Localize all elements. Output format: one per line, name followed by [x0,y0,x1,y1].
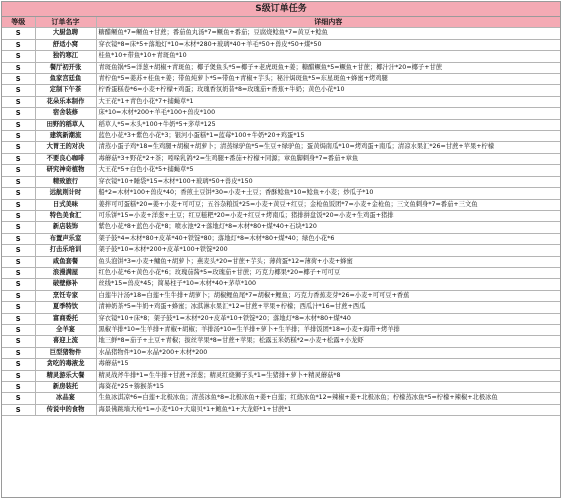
detail-cell: 生鱼冰淇凉*6=白莲+北极冰鱼；清蒸冰鱼*8=北极冰鱼+姜+白莲；红烧冰鱼*12=辣椒+姜+北极冰鱼；柠檬蒸冰鱼*5=柠檬+辣椒+北极冰鱼 [96,393,560,404]
table-row [2,279,560,290]
name-cell: 富商委托 [35,313,96,324]
header-detail: 详细内容 [96,17,560,28]
level-cell: S [2,370,35,381]
level-cell: S [2,108,35,119]
name-cell: 夏季特饮 [35,302,96,313]
level-cell: S [2,336,35,347]
table-row [2,324,560,335]
name-cell: 烹饪专家 [35,290,96,301]
name-cell: 不要良心咖啡 [35,153,96,164]
level-cell: S [2,313,35,324]
detail-cell: 大王花*1+青色小花*7+捕蝇草*1 [96,96,560,107]
level-cell: S [2,267,35,278]
name-cell: 田野的稻草人 [35,119,96,130]
detail-cell: 毒蘑菇*15 [96,359,560,370]
name-cell: 独钓寒江 [35,51,96,62]
level-cell: S [2,210,35,221]
level-cell: S [2,245,35,256]
table-row [2,62,560,73]
level-cell: S [2,119,35,130]
level-cell: S [2,359,35,370]
level-cell: S [2,256,35,267]
detail-cell: 毒蘑菇*3+野花*2+茶；吲哚乳鸽*2=生鸡腿+番茄+柠檬+同源；章鱼脚刺身*7=番茄+章鱼 [96,153,560,164]
table-row [2,131,560,142]
table-row [2,245,560,256]
detail-cell: 丝线*15=兽皮*45；简易柱子*10=木材*40+茅草*100 [96,279,560,290]
name-cell: 精致旅行 [35,176,96,187]
order-task-sheet [1,1,561,498]
table-row [2,302,560,313]
name-cell: 鱼家宫廷鱼 [35,74,96,85]
detail-cell: 红色小花*6+黄色小花*6；玫瑰茄酱*5=玫瑰茄+甘蔗；巧克力椰果*20=椰子+可可豆 [96,267,560,278]
name-cell: 精灵游乐大餐 [35,370,96,381]
detail-cell: 柠香蛋糕卷*6=小麦+柠檬+鸡蛋；玫瑰香氛奶昔*8=玫瑰茄+香蕉+牛奶；黄色小花*10 [96,85,560,96]
detail-cell: 大王花*5+白色小花*5+捕蝇草*5 [96,165,560,176]
level-cell: S [2,347,35,358]
name-cell: 破壁修补 [35,279,96,290]
name-cell: 特色美食汇 [35,210,96,221]
name-cell: 舒适小窝 [35,39,96,50]
level-cell: S [2,165,35,176]
table-row [2,267,560,278]
name-cell: 咸鱼套餐 [35,256,96,267]
table-row [2,142,560,153]
level-cell: S [2,233,35,244]
header-level: 等级 [2,17,35,28]
table-row [2,290,560,301]
table-row [2,382,560,393]
table-row [2,359,560,370]
level-cell: S [2,279,35,290]
level-cell: S [2,382,35,393]
sheet-title: S级订单任务 [2,2,560,17]
name-cell: 远航则计时 [35,188,96,199]
detail-cell: 海景佛跳墙大枪*1=小麦*10+大扇贝*1+鲍鱼*1+大龙虾*1+甘蔗*1 [96,404,560,415]
level-cell: S [2,85,35,96]
level-cell: S [2,153,35,164]
header-row [2,17,560,28]
name-cell: 大厨急聘 [35,28,96,39]
level-cell: S [2,324,35,335]
order-table [2,17,560,416]
table-row [2,347,560,358]
table-row [2,176,560,187]
level-cell: S [2,176,35,187]
name-cell: 研究神奇植物 [35,165,96,176]
table-row [2,210,560,221]
detail-cell: 床*10=木材*200+羊毛*100+兽皮*100 [96,108,560,119]
level-cell: S [2,199,35,210]
name-cell: 布置声乐室 [35,233,96,244]
detail-cell: 蓝色小花*3+紫色小花*3；银河小蛋糕*1=蓝莓*100+牛奶*20+鸡蛋*15 [96,131,560,142]
level-cell: S [2,290,35,301]
detail-cell: 地三鲜*8=茄子+土豆+青椒；拔丝苹果*8=甘蔗+苹果；松露玉米奶糕*2=小麦+松露+小龙虾 [96,336,560,347]
name-cell: 冰品宴 [35,393,96,404]
detail-cell: 稻草人*5=木头*100+牛奶*5+茅草*125 [96,119,560,130]
name-cell: 新店装饰 [35,222,96,233]
level-cell: S [2,62,35,73]
name-cell: 建筑新潮流 [35,131,96,142]
table-row [2,39,560,50]
name-cell: 贪吃的毒液龙 [35,359,96,370]
detail-cell: 鱼头泡饼*3=小麦+鳙鱼+胡萝卜；燕麦头*20=甘蔗+芋头；薄荷蛋*12=薄荷+小麦+蜂蜜 [96,256,560,267]
detail-cell: 架子鼓*10=木材*200+皮革*100+铁锭*200 [96,245,560,256]
table-row [2,313,560,324]
table-row [2,199,560,210]
table-row [2,28,560,39]
level-cell: S [2,393,35,404]
level-cell: S [2,302,35,313]
name-cell: 餐厅初开张 [35,62,96,73]
detail-cell: 穿衣镜*10+床*8；架子鼓*1=木材*20+皮革*10+铁锭*20；落地灯*8=木材*80+煤*40 [96,313,560,324]
table-row [2,108,560,119]
detail-cell: 清神奶茶*5=牛奶+鸡蛋+蜂蜜；冰淇淋水果汇*12=甘蔗+苹果+柠檬；西瓜汁*16=甘蔗+西瓜 [96,302,560,313]
table-row [2,404,560,415]
detail-cell: 船*2=木材*100+兽皮*40；香煎土豆饼*30=小麦+土豆；香酥鲶鱼*10=鲶鱼+小麦；炒瓜子*10 [96,188,560,199]
detail-cell: 穿衣镜*10+睡袋*15=木材*100+玻璃*50+兽皮*150 [96,176,560,187]
detail-cell: 糖醋鳜鱼*7=鳜鱼+甘蔗；番茄鱼丸汤*7=鳜鱼+番茄；豆腐烧鲶鱼*7=黄豆+鲶鱼 [96,28,560,39]
level-cell: S [2,96,35,107]
detail-cell: 穿衣镜*8=床*5+落地灯*10=木材*280+玻璃*40+羊毛*50+兽皮*50+煤*50 [96,39,560,50]
name-cell: 巨型猪物件 [35,347,96,358]
detail-cell: 清蒸小蛋子鸡*18=生鸡腿+胡椒+胡萝卜；清蒸绿驴鱼*5=生豆+绿驴鱼；蛋黄焗南瓜*10=烤鸡蛋+南瓜；清凉水果汇*26=甘蔗+苹果+柠檬 [96,142,560,153]
name-cell: 大胃王的对决 [35,142,96,153]
table-row [2,188,560,199]
level-cell: S [2,404,35,415]
detail-cell: 海葵花*25+猕猴茶*15 [96,382,560,393]
name-cell: 全羊宴 [35,324,96,335]
detail-cell: 可乐饼*15=小麦+洋葱+土豆；红豆糍粑*20=小麦+红豆+烤南瓜；猪排拼盘饭*20=小麦+生鸡蛋+猪排 [96,210,560,221]
table-row [2,256,560,267]
level-cell: S [2,74,35,85]
detail-cell: 桂鱼*10+带鱼*10+青斑鱼*10 [96,51,560,62]
detail-cell: 精灵战斧牛排*1=生牛排+甘蔗+洋葱；精灵红烧狮子头*1=生猪排+萝卜+精灵蘑菇*8 [96,370,560,381]
name-cell: 宿舍装修 [35,108,96,119]
table-row [2,96,560,107]
detail-cell: 白莲牛汁汤*18=白莲+生牛排+胡萝卜；胡椒鲤鱼尾*7=胡椒+鲤鱼；巧克力香蕉麦芽*26=小麦+可可豆+香蕉 [96,290,560,301]
name-cell: 传说中的食物 [35,404,96,415]
detail-cell: 青斑鱼锅*5=洋葱+胡椒+青斑鱼；椰子煲鱼头*5=椰子+老虎斑鱼+姜；糖醋鳜鱼*5=鳜鱼+甘蔗；椰汁汁*20=椰子+甘蔗 [96,62,560,73]
level-cell: S [2,222,35,233]
table-row [2,153,560,164]
table-row [2,233,560,244]
level-cell: S [2,188,35,199]
table-row [2,51,560,62]
name-cell: 花朵乐本制作 [35,96,96,107]
table-row [2,74,560,85]
table-row [2,119,560,130]
name-cell: 定制下午茶 [35,85,96,96]
level-cell: S [2,28,35,39]
name-cell: 新房装托 [35,382,96,393]
detail-cell: 黑椒羊排*10=生羊排+青椒+胡椒；羊排汤*10=生羊排+萝卜+生羊排；羊排饭团*18=小麦+海带+烤羊排 [96,324,560,335]
level-cell: S [2,142,35,153]
level-cell: S [2,131,35,142]
name-cell: 喜迎上流 [35,336,96,347]
detail-cell: 紫色小花*8+蓝色小花*8；喷水池*2+落地灯*8=木材*80+煤*40+石块*120 [96,222,560,233]
name-cell: 打击乐培训 [35,245,96,256]
level-cell: S [2,51,35,62]
header-name: 订单名字 [35,17,96,28]
name-cell: 浪漫满屋 [35,267,96,278]
table-row [2,222,560,233]
name-cell: 日式美味 [35,199,96,210]
table-row [2,393,560,404]
detail-cell: 青柠鱼*5=姜苏+桂鱼+姜；带鱼炖萝卜*5=带鱼+青椒+芋头；秘汁焗斑鱼*5=东星斑鱼+蜂蜜+烤鸡腿 [96,74,560,85]
table-row [2,370,560,381]
table-row [2,165,560,176]
detail-cell: 水晶猪物件*10=水晶*200+木材*200 [96,347,560,358]
table-row [2,85,560,96]
table-row [2,336,560,347]
level-cell: S [2,39,35,50]
detail-cell: 姜拌可可蛋糕*20=姜+小麦+可可豆；五谷杂粮饭*25=小麦+黄豆+红豆；金枪鱼饭团*7=小麦+金枪鱼；三文鱼刺身*7=番茄+三文鱼 [96,199,560,210]
detail-cell: 架子鼓*4=木材*80+皮革*40+铁锭*80；落地灯*8=木材*80+煤*40；绿色小花*6 [96,233,560,244]
